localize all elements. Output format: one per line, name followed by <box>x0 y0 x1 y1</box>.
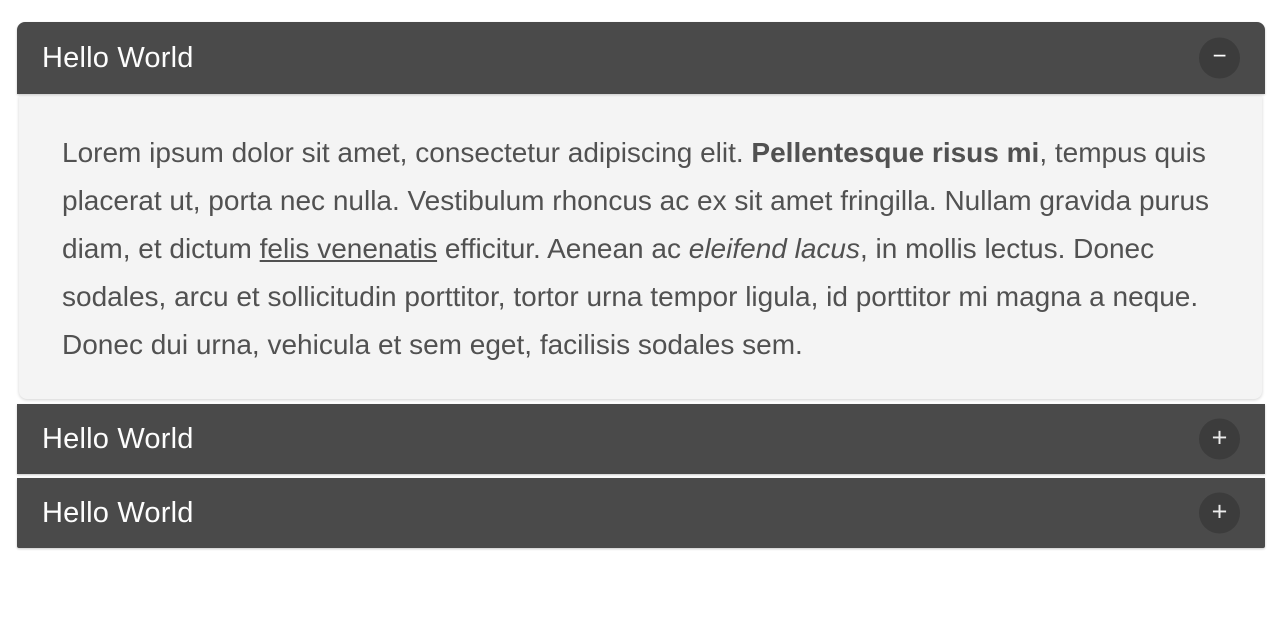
collapse-button[interactable] <box>1199 38 1240 79</box>
accordion-header-3[interactable] <box>17 478 1265 548</box>
accordion-section-1 <box>17 22 1265 399</box>
plus-icon: + <box>1211 496 1228 527</box>
accordion-content-panel <box>19 96 1262 399</box>
accordion-header-2[interactable] <box>17 404 1265 474</box>
plus-icon: + <box>1211 422 1228 453</box>
accordion-title: Hello World <box>42 422 194 455</box>
text-segment-italic: eleifend lacus <box>688 233 860 264</box>
accordion-section-3 <box>17 478 1265 548</box>
expand-button[interactable] <box>1199 419 1240 460</box>
accordion-section-2 <box>17 404 1265 474</box>
text-segment: , tempus quis placerat ut, porta nec nulla. Vestibulum rhoncus ac ex sit amet fringilla. Nullam gravida purus diam, et dictum <box>62 137 1210 264</box>
expand-button[interactable] <box>1199 493 1240 534</box>
accordion-title: Hello World <box>42 41 194 74</box>
accordion-title: Hello World <box>42 496 194 529</box>
accordion-header-1[interactable] <box>17 22 1265 94</box>
text-segment-bold: Pellentesque risus mi <box>751 137 1040 168</box>
content-paragraph <box>62 129 1218 369</box>
text-segment-underline: felis venenatis <box>259 233 438 264</box>
text-segment: efficitur. Aenean ac <box>437 233 689 264</box>
text-segment: Lorem ipsum dolor sit amet, consectetur adipiscing elit. <box>62 137 752 168</box>
minus-icon: − <box>1212 42 1227 69</box>
accordion <box>17 22 1265 548</box>
text-segment: , in mollis lectus. Donec sodales, arcu et sollicitudin porttitor, tortor urna tempor ligula, id porttitor mi magna a neque. Donec dui urna, vehicula et sem eget, facilisis sodales sem. <box>62 233 1199 360</box>
